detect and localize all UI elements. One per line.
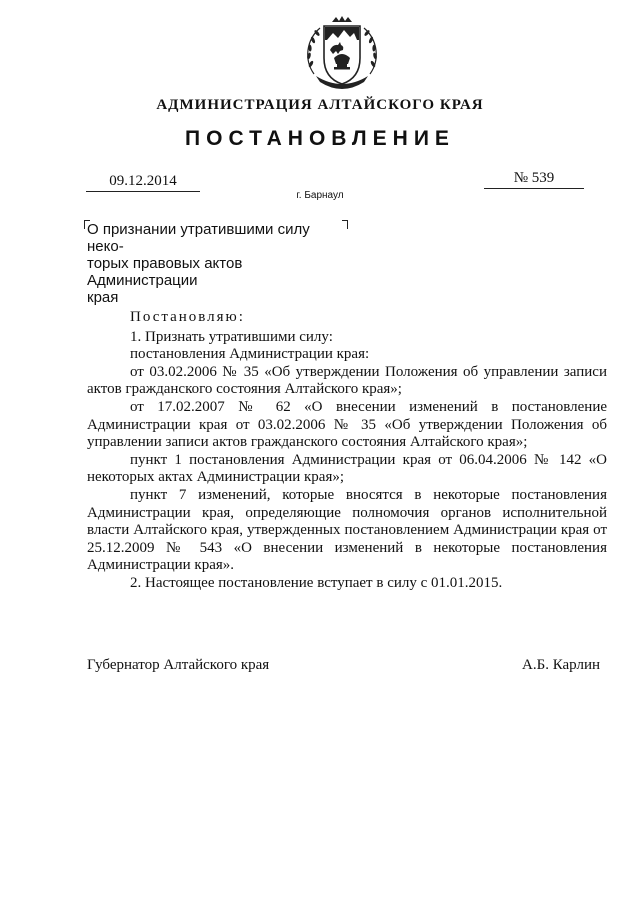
body-paragraph: постановления Администрации края: [130,346,370,363]
body-paragraph: пункт 7 изменений, которые вносятся в некоторые постановления Администрации края, определяющие полномочия органов исполнительной власти Алтайского края, утвержденных постановлением Администрации края от 25.12.2009 № 543 «О внесении изменений в некоторые постановления Администрации края». [87,486,607,574]
body-paragraph: 1. Признать утратившими силу: [130,328,333,345]
city-label: г. Барнаул [296,190,344,201]
document-subject [87,221,349,306]
subject-line: края [87,289,119,306]
subject-line: О признании утратившими силу неко- [87,221,310,255]
altai-krai-coat-of-arms-icon [300,14,384,98]
signatory-title: Губернатор Алтайского края [87,657,270,673]
signatory-name: А.Б. Карлин [522,657,601,673]
document-date: 09.12.2014 [86,173,200,192]
resolve-heading: Постановляю: [130,309,245,325]
body-paragraph: от 17.02.2007 № 62 «О внесении изменений в постановление Администрации края от 03.02.2006 № 35 «Об утверждении Положения об управлении записи актов гражданского состояния Алтайского края»; [87,398,607,451]
body-paragraph: от 03.02.2006 № 35 «Об утверждении Положения об управлении записи актов гражданского состояния Алтайского края»; [87,363,607,398]
subject-line: торых правовых актов Администрации [87,255,243,289]
document-type-title: ПОСТАНОВЛЕНИЕ [185,127,455,150]
org-name: АДМИНИСТРАЦИЯ АЛТАЙСКОГО КРАЯ [156,97,484,113]
body-paragraph: 2. Настоящее постановление вступает в силу с 01.01.2015. [130,574,503,591]
document-body [87,309,607,593]
document-number: № 539 [484,170,584,189]
body-paragraph: пункт 1 постановления Администрации края от 06.04.2006 № 142 «О некоторых актах Администрации края»; [87,451,607,486]
